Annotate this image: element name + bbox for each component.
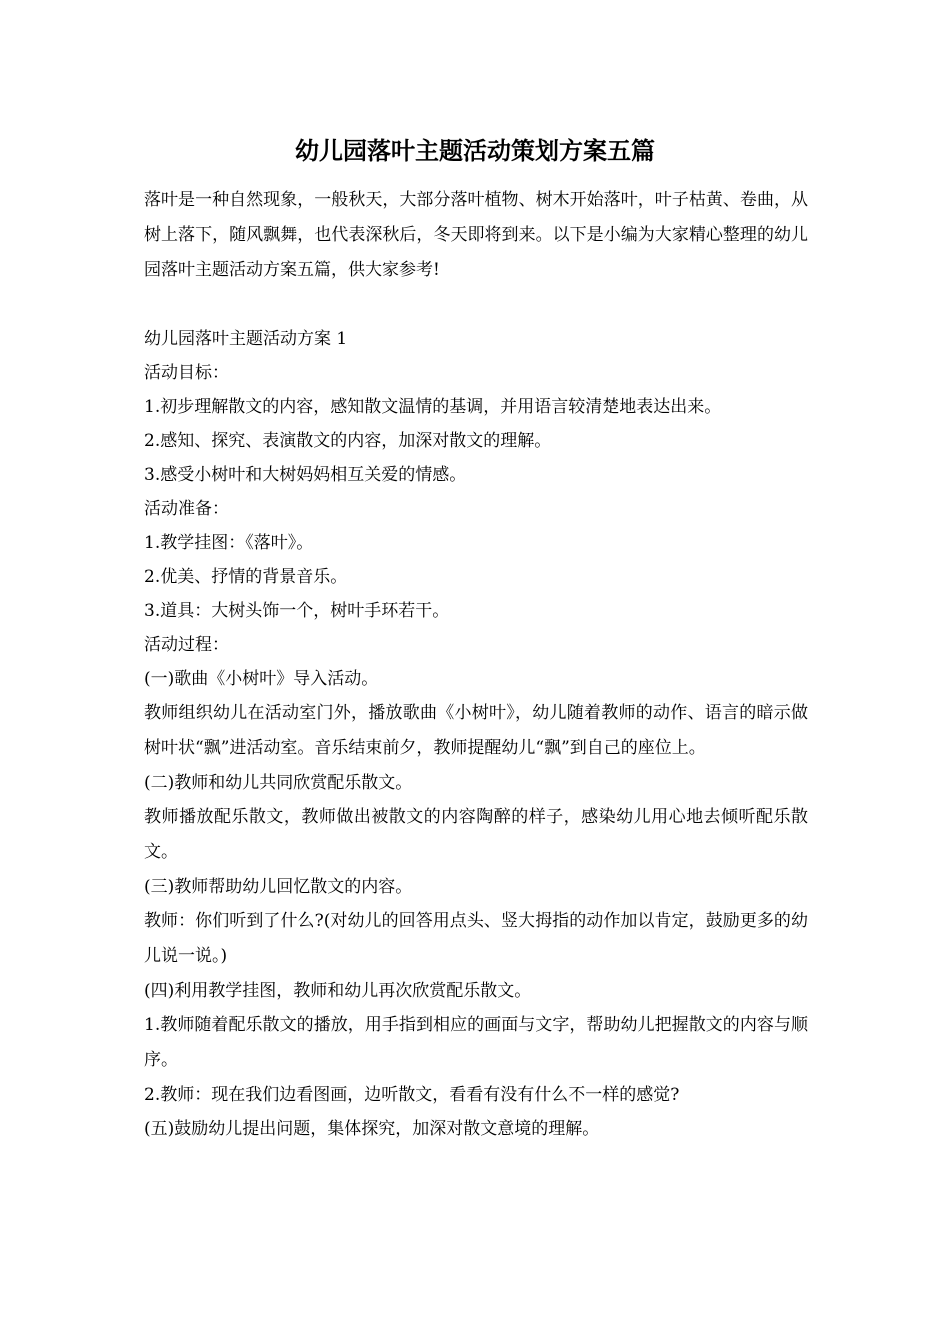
step-paragraph: 教师：你们听到了什么?(对幼儿的回答用点头、竖大拇指的动作加以肯定，鼓励更多的幼儿说一说。) — [144, 911, 808, 966]
prep-item: 3.道具：大树头饰一个，树叶手环若干。 — [144, 601, 450, 621]
goal-item: 2.感知、探究、表演散文的内容，加深对散文的理解。 — [144, 431, 552, 451]
goals-label: 活动目标： — [144, 363, 229, 383]
prep-item: 1.教学挂图：《落叶》。 — [144, 533, 314, 553]
step-paragraph: 教师组织幼儿在活动室门外，播放歌曲《小树叶》，幼儿随着教师的动作、语言的暗示做树叶状“飘”进活动室。音乐结束前夕，教师提醒幼儿“飘”到自己的座位上。 — [144, 703, 808, 758]
document-body — [144, 183, 808, 1146]
document-title: 幼儿园落叶主题活动策划方案五篇 — [295, 136, 655, 165]
section-heading: 幼儿园落叶主题活动方案 1 — [144, 329, 348, 349]
prep-item: 2.优美、抒情的背景音乐。 — [144, 567, 348, 587]
intro-paragraph: 落叶是一种自然现象，一般秋天，大部分落叶植物、树木开始落叶，叶子枯黄、卷曲，从树上落下，随风飘舞，也代表深秋后，冬天即将到来。以下是小编为大家精心整理的幼儿园落叶主题活动方案五篇，供大家参考! — [144, 190, 808, 280]
step-heading: (二)教师和幼儿共同欣赏配乐散文。 — [144, 773, 413, 793]
prep-label: 活动准备： — [144, 499, 229, 519]
goal-item: 3.感受小树叶和大树妈妈相互关爱的情感。 — [144, 465, 467, 485]
process-label: 活动过程： — [144, 635, 229, 655]
step-heading: (一)歌曲《小树叶》导入活动。 — [144, 669, 379, 689]
section-gap — [144, 288, 808, 322]
step-heading: (五)鼓励幼儿提出问题，集体探究，加深对散文意境的理解。 — [144, 1119, 600, 1139]
step-paragraph: 教师播放配乐散文，教师做出被散文的内容陶醉的样子，感染幼儿用心地去倾听配乐散文。 — [144, 807, 808, 862]
step-heading: (四)利用教学挂图，教师和幼儿再次欣赏配乐散文。 — [144, 981, 532, 1001]
goal-item: 1.初步理解散文的内容，感知散文温情的基调，并用语言较清楚地表达出来。 — [144, 397, 722, 417]
step-paragraph: 2.教师：现在我们边看图画，边听散文，看看有没有什么不一样的感觉? — [144, 1085, 680, 1105]
step-paragraph: 1.教师随着配乐散文的播放，用手指到相应的画面与文字，帮助幼儿把握散文的内容与顺序。 — [144, 1015, 808, 1070]
step-heading: (三)教师帮助幼儿回忆散文的内容。 — [144, 877, 413, 897]
